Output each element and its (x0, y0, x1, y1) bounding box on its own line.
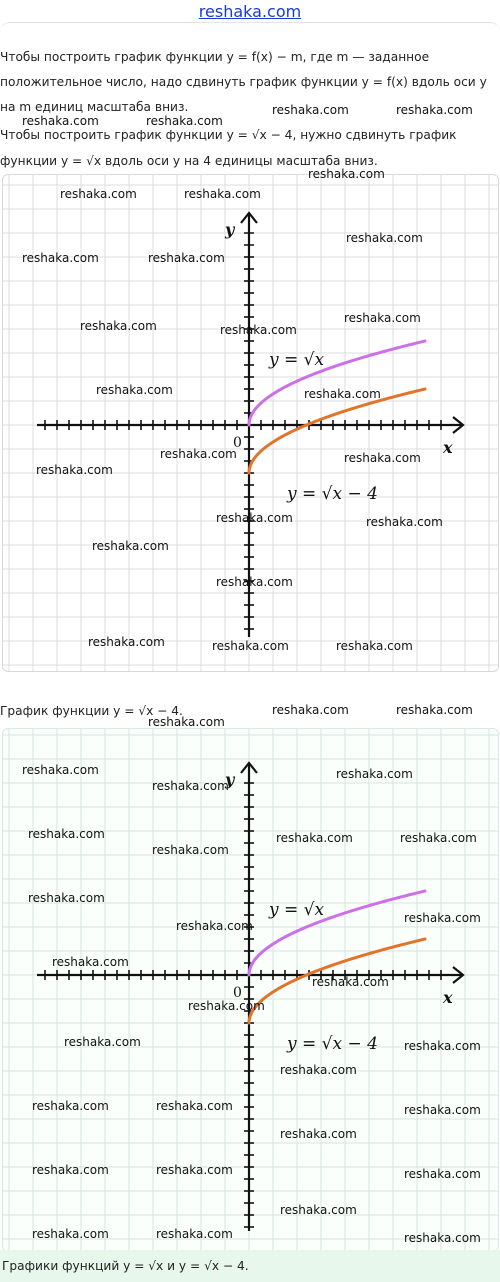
curve-sqrt-label: y = √x (269, 350, 325, 370)
watermark: reshaka.com (212, 639, 289, 653)
watermark: reshaka.com (22, 114, 99, 128)
watermark: reshaka.com (184, 187, 261, 201)
figure-2-caption-text: Графики функций y = √x и y = √x − 4. (2, 1259, 249, 1273)
watermark: reshaka.com (32, 1163, 109, 1177)
watermark: reshaka.com (80, 319, 157, 333)
watermark: reshaka.com (272, 703, 349, 717)
y-axis-label: y (225, 220, 235, 239)
watermark: reshaka.com (160, 447, 237, 461)
watermark: reshaka.com (156, 1099, 233, 1113)
origin-label: 0 (233, 435, 242, 451)
watermark: reshaka.com (404, 1039, 481, 1053)
watermark: reshaka.com (156, 1163, 233, 1177)
card-top-border (0, 22, 500, 35)
watermark: reshaka.com (188, 999, 265, 1013)
graph-svg-1 (3, 175, 498, 671)
graph-panel-1 (2, 174, 499, 672)
watermark: reshaka.com (92, 539, 169, 553)
watermark: reshaka.com (272, 103, 349, 117)
watermark: reshaka.com (312, 975, 389, 989)
x-axis-label: x (443, 438, 453, 457)
watermark: reshaka.com (152, 779, 229, 793)
watermark: reshaka.com (280, 1203, 357, 1217)
watermark: reshaka.com (148, 251, 225, 265)
watermark: reshaka.com (22, 251, 99, 265)
curve-shifted-label: y = √x − 4 (287, 1034, 378, 1054)
watermark: reshaka.com (64, 1035, 141, 1049)
watermark: reshaka.com (28, 827, 105, 841)
watermark: reshaka.com (346, 231, 423, 245)
x-axis-label: x (443, 988, 453, 1007)
watermark: reshaka.com (336, 639, 413, 653)
watermark: reshaka.com (344, 451, 421, 465)
watermark: reshaka.com (152, 843, 229, 857)
y-axis-label: y (225, 770, 235, 789)
watermark: reshaka.com (220, 323, 297, 337)
paragraph-line: на m единиц масштаба вниз. (0, 100, 189, 114)
watermark: reshaka.com (400, 831, 477, 845)
site-link[interactable]: reshaka.com (198, 2, 302, 21)
watermark: reshaka.com (396, 703, 473, 717)
watermark: reshaka.com (146, 114, 223, 128)
watermark: reshaka.com (404, 1103, 481, 1117)
watermark: reshaka.com (156, 1227, 233, 1241)
watermark: reshaka.com (280, 1127, 357, 1141)
watermark: reshaka.com (22, 763, 99, 777)
paragraph-line: Чтобы построить график функции y = f(x) − m, где m — заданное (0, 50, 430, 64)
watermark: reshaka.com (366, 515, 443, 529)
curve-shifted-label: y = √x − 4 (287, 484, 378, 504)
figure-2-caption (0, 1250, 500, 1282)
watermark: reshaka.com (52, 955, 129, 969)
paragraph-line: функции y = √x вдоль оси y на 4 единицы масштаба вниз. (0, 154, 378, 168)
watermark: reshaka.com (96, 383, 173, 397)
watermark: reshaka.com (336, 767, 413, 781)
watermark: reshaka.com (216, 511, 293, 525)
watermark: reshaka.com (60, 187, 137, 201)
watermark: reshaka.com (308, 167, 385, 181)
watermark: reshaka.com (216, 575, 293, 589)
origin-label: 0 (233, 985, 242, 1001)
watermark: reshaka.com (396, 103, 473, 117)
paragraph-line: Чтобы построить график функции y = √x − 4, нужно сдвинуть график (0, 128, 457, 142)
watermark: reshaka.com (36, 463, 113, 477)
watermark: reshaka.com (88, 635, 165, 649)
watermark: reshaka.com (148, 715, 225, 729)
watermark: reshaka.com (304, 387, 381, 401)
watermark: reshaka.com (32, 1227, 109, 1241)
watermark: reshaka.com (176, 919, 253, 933)
watermark: reshaka.com (276, 831, 353, 845)
watermark: reshaka.com (344, 311, 421, 325)
watermark: reshaka.com (280, 1063, 357, 1077)
watermark: reshaka.com (28, 891, 105, 905)
curve-sqrt-label: y = √x (269, 900, 325, 920)
paragraph-line: положительное число, надо сдвинуть график функции y = f(x) вдоль оси y (0, 75, 487, 89)
watermark: reshaka.com (404, 1167, 481, 1181)
watermark: reshaka.com (404, 911, 481, 925)
watermark: reshaka.com (404, 1231, 481, 1245)
figure-1-caption: График функции y = √x − 4. (0, 704, 183, 718)
watermark: reshaka.com (32, 1099, 109, 1113)
